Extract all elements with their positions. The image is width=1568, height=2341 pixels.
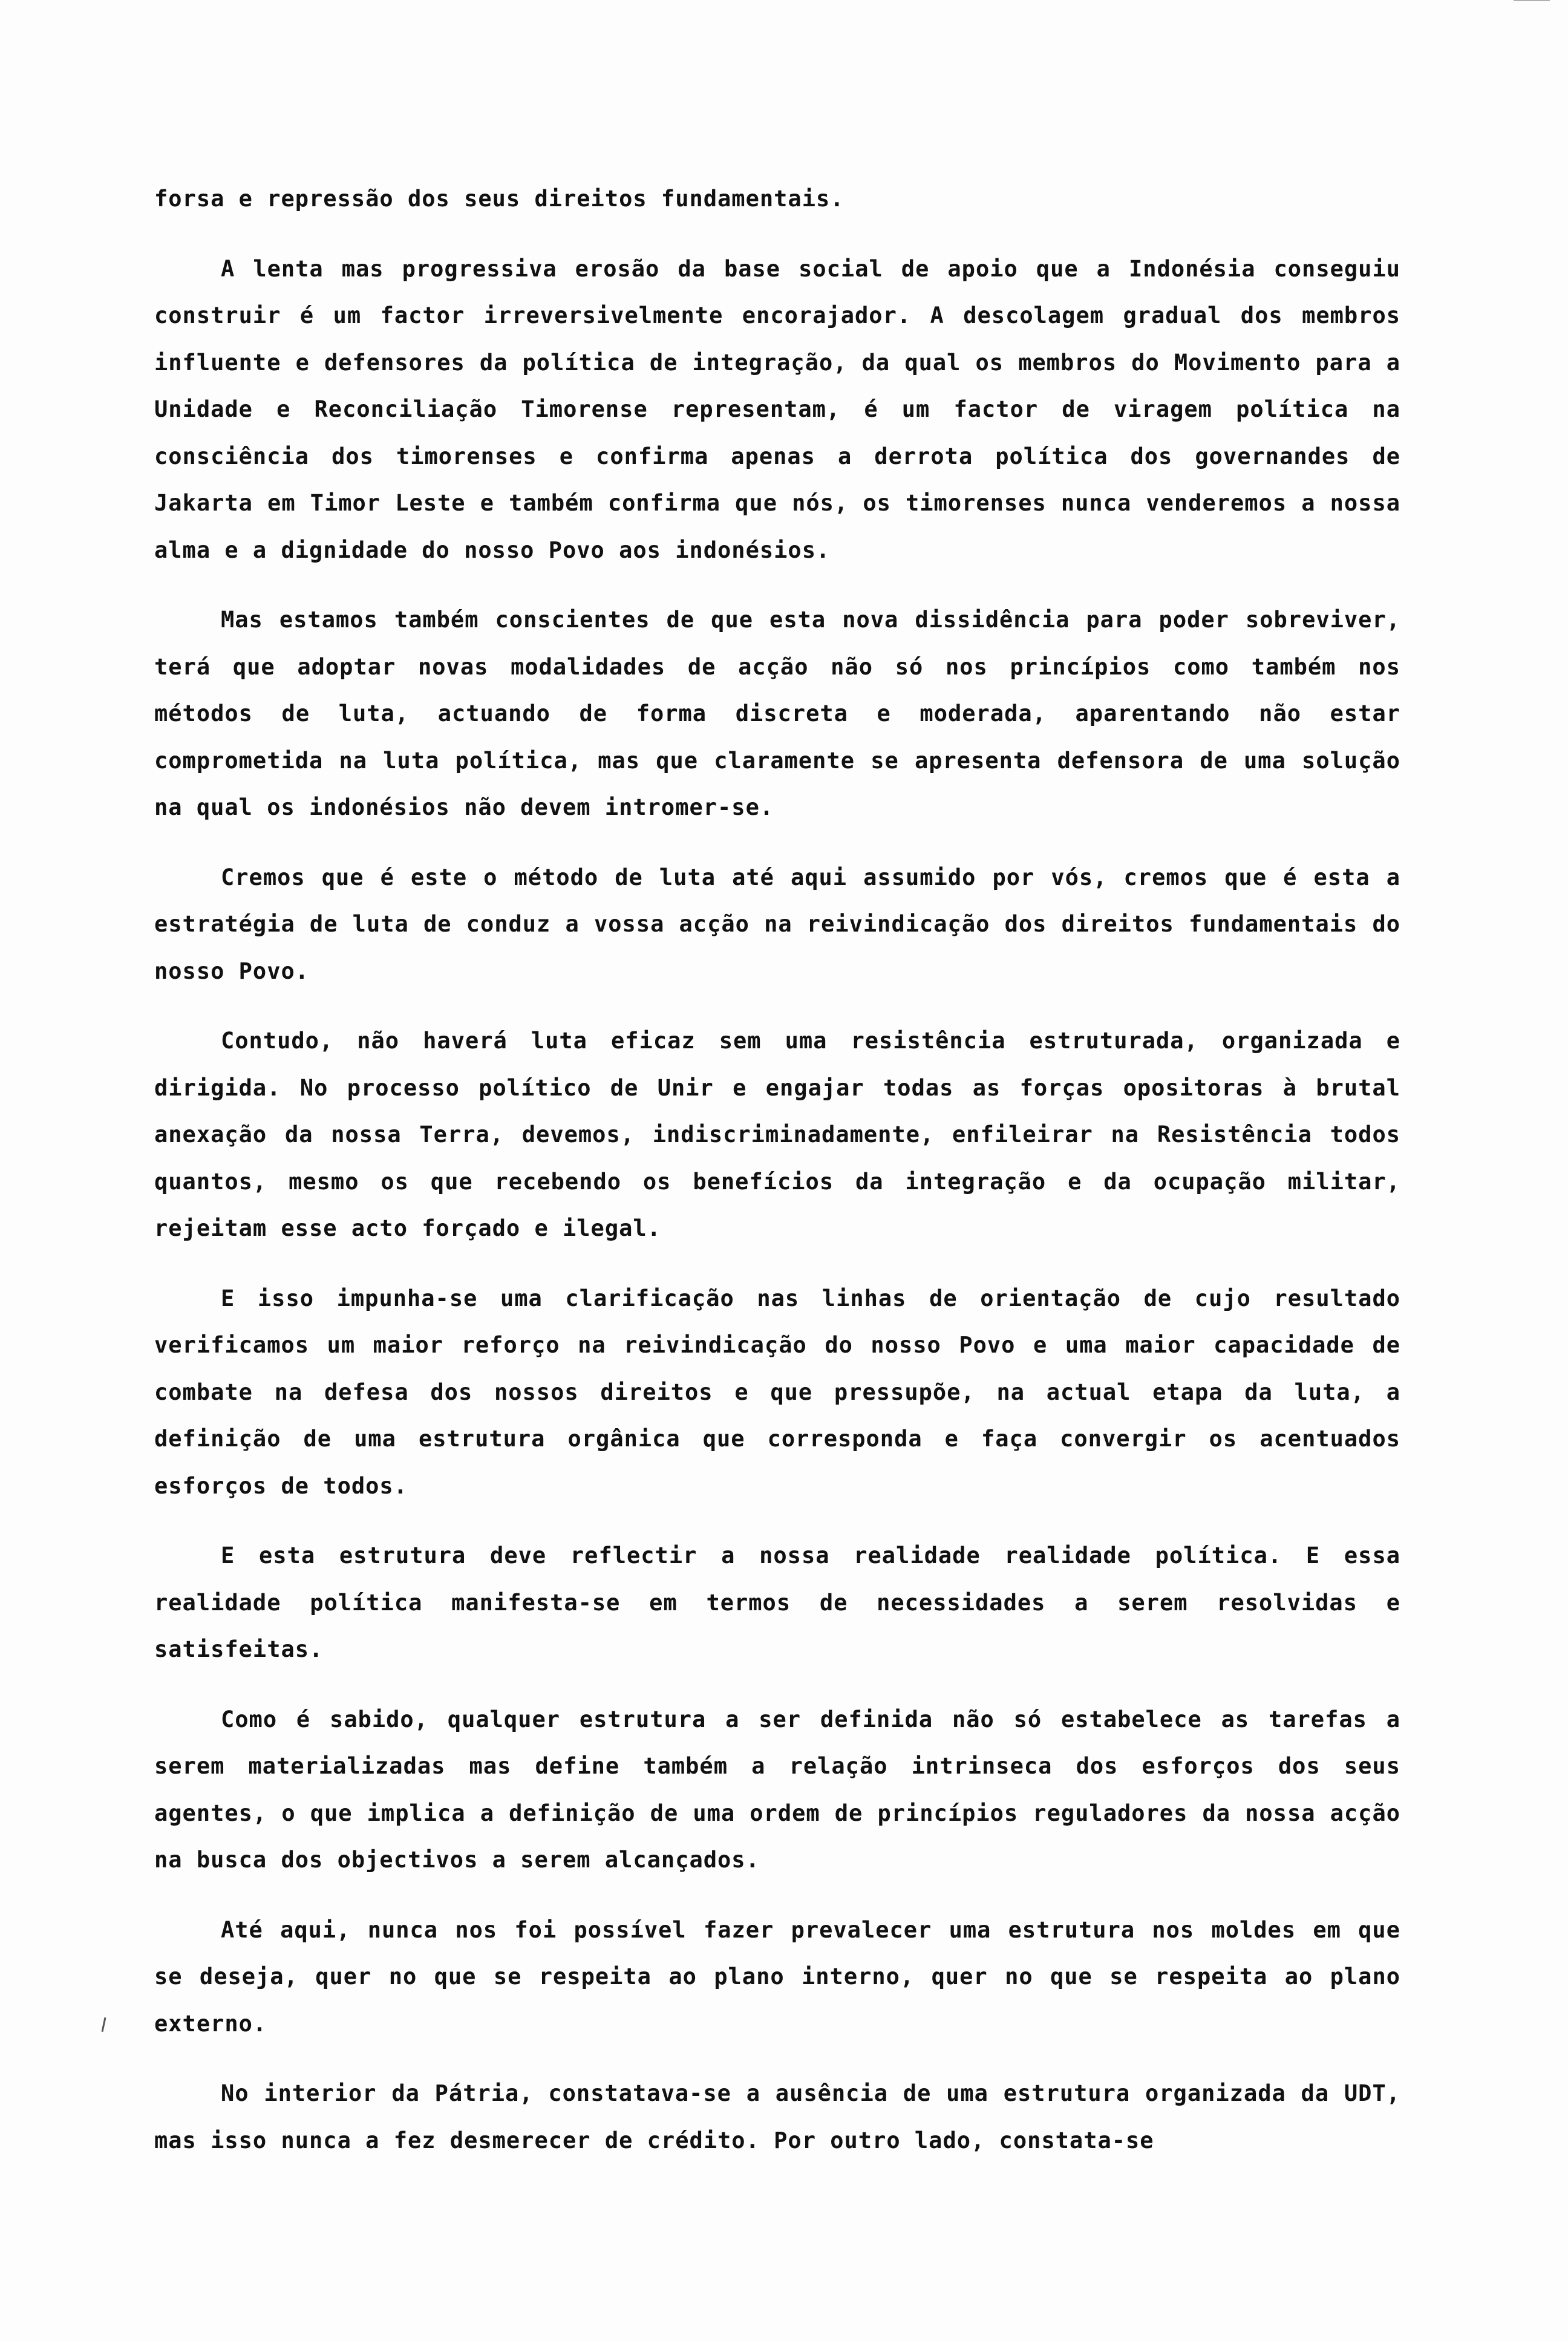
paragraph: Contudo, não haverá luta eficaz sem uma resistência estruturada, organizada e dirigida. No processo político de Unir e engajar todas as forças opositoras à brutal anexação da nossa Terra, devemos, indiscriminadamente, enfileirar na Resistência todos quantos, mesmo os que recebendo os benefícios da integração e da ocupação militar, rejeitam esse acto forçado e ilegal. <box>154 1028 1400 1241</box>
paragraph: Até aqui, nunca nos foi possível fazer prevalecer uma estrutura nos moldes em que se deseja, quer no que se respeita ao plano interno, quer no que se respeita ao plano externo. <box>154 1916 1400 2037</box>
document-body <box>154 175 1400 2187</box>
paragraph: Como é sabido, qualquer estrutura a ser definida não só estabelece as tarefas a serem materializadas mas define também a relação intrinseca dos esforços dos seus agentes, o que implica a definição de uma ordem de princípios reguladores da nossa acção na busca dos objectivos a serem alcançados. <box>154 1706 1400 1873</box>
scan-artifact <box>1514 0 1550 8</box>
scan-artifact <box>102 2017 106 2032</box>
paragraph: Mas estamos também conscientes de que esta nova dissidência para poder sobreviver, terá que adoptar novas modalidades de acção não só nos princípios como também nos métodos de luta, actuando de forma discreta e moderada, aparentando não estar comprometida na luta política, mas que claramente se apresenta defensora de uma solução na qual os indonésios não devem intromer-se. <box>154 607 1400 820</box>
paragraph: Cremos que é este o método de luta até aqui assumido por vós, cremos que é esta a estratégia de luta de conduz a vossa acção na reivindicação dos direitos fundamentais do nosso Povo. <box>154 864 1400 984</box>
paragraph: A lenta mas progressiva erosão da base social de apoio que a Indonésia conseguiu construir é um factor irreversivelmente encorajador. A descolagem gradual dos membros influente e defensores da política de integração, da qual os membros do Movimento para a Unidade e Reconciliação Timorense representam, é um factor de viragem política na consciência dos timorenses e confirma apenas a derrota política dos governandes de Jakarta em Timor Leste e também confirma que nós, os timorenses nunca venderemos a nossa alma e a dignidade do nosso Povo aos indonésios. <box>154 255 1400 563</box>
paragraph: E isso impunha-se uma clarificação nas linhas de orientação de cujo resultado verificamos um maior reforço na reivindicação do nosso Povo e uma maior capacidade de combate na defesa dos nossos direitos e que pressupõe, na actual etapa da luta, a definição de uma estrutura orgânica que corresponda e faça convergir os acentuados esforços de todos. <box>154 1285 1400 1499</box>
paragraph: No interior da Pátria, constatava-se a ausência de uma estrutura organizada da UDT, mas isso nunca a fez desmerecer de crédito. Por outro lado, constata-se <box>154 2080 1400 2153</box>
paragraph: E esta estrutura deve reflectir a nossa realidade realidade política. E essa realidade política manifesta-se em termos de necessidades a serem resolvidas e satisfeitas. <box>154 1543 1400 1662</box>
paragraph: forsa e repressão dos seus direitos fundamentais. <box>154 186 844 212</box>
